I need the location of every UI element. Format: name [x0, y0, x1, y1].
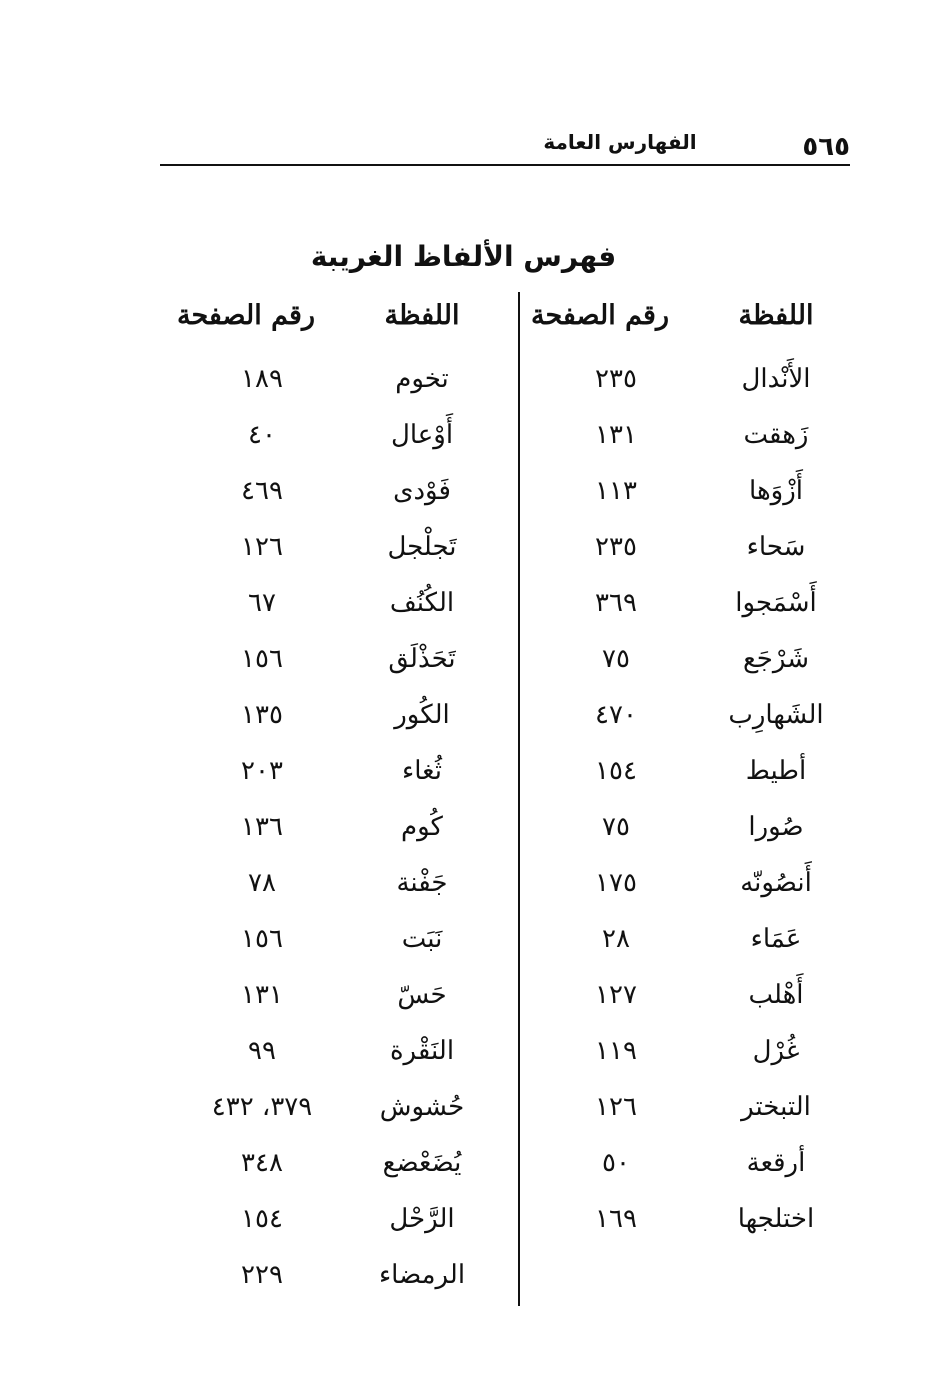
index-row	[516, 687, 876, 743]
index-page-number: ٢٣٥	[595, 364, 637, 394]
index-word: غُرْل	[752, 1036, 800, 1066]
index-word: أطيط	[745, 756, 807, 786]
index-word: النَقْرة	[389, 1036, 455, 1066]
index-row	[516, 519, 876, 575]
index-word: الكُور	[394, 700, 450, 730]
index-page-number: ٧٥	[602, 644, 630, 674]
index-page-number: ٢٠٣	[241, 756, 283, 786]
index-page-number: ١١٣	[595, 476, 637, 506]
index-page-number: ٤٦٩	[241, 476, 283, 506]
index-word: أَنصُونّه	[740, 868, 812, 898]
index-row	[516, 855, 876, 911]
index-page-number: ١٣١	[595, 420, 637, 450]
right-index-column	[516, 351, 876, 1247]
index-word: حَسّ	[397, 980, 447, 1010]
index-row	[516, 1191, 876, 1247]
index-row	[162, 351, 522, 407]
index-page-number: ٢٢٩	[241, 1260, 283, 1290]
index-row	[162, 855, 522, 911]
index-row	[162, 1135, 522, 1191]
index-word: الشَهارِب	[728, 700, 824, 730]
index-row	[516, 1023, 876, 1079]
index-page-number: ٢٣٥	[595, 532, 637, 562]
index-row	[162, 1023, 522, 1079]
index-row	[162, 1079, 522, 1135]
index-page-number: ١٨٩	[241, 364, 283, 394]
index-page-number: ١٣١	[241, 980, 283, 1010]
running-header	[160, 118, 850, 166]
index-page-number: ١٢٦	[595, 1092, 637, 1122]
right-word-header: اللفظة	[738, 300, 814, 331]
index-word: شَرْجَع	[742, 644, 810, 674]
index-page-number: ١٣٥	[241, 700, 283, 730]
index-page-number: ١٥٦	[241, 924, 283, 954]
index-row	[162, 407, 522, 463]
index-word: تَحَذْلَق	[388, 644, 456, 674]
index-page-number: ١٦٩	[595, 1204, 637, 1234]
index-word: الرمضاء	[378, 1260, 466, 1290]
left-page-header: رقم الصفحة	[176, 300, 316, 331]
index-row	[162, 575, 522, 631]
index-page-number: ١٢٦	[241, 532, 283, 562]
index-page-number: ٣٧٩، ٤٣٢	[211, 1092, 313, 1122]
index-row	[162, 743, 522, 799]
index-word: حُشوش	[379, 1092, 465, 1122]
index-page-number: ١٣٦	[241, 812, 283, 842]
index-page-number: ٥٠	[602, 1148, 630, 1178]
index-page-number: ٦٧	[248, 588, 276, 618]
index-word: يُضَعْضع	[382, 1148, 462, 1178]
index-word: كُوم	[401, 812, 443, 842]
index-word: اختلجها	[737, 1204, 815, 1234]
index-page-number: ٤٠	[248, 420, 276, 450]
index-row	[162, 687, 522, 743]
index-row	[516, 575, 876, 631]
index-row	[516, 407, 876, 463]
index-row	[516, 799, 876, 855]
index-word: أَسْمَجوا	[735, 588, 817, 618]
index-word: سَحاء	[746, 532, 806, 562]
left-word-header: اللفظة	[384, 300, 460, 331]
section-title: الفهارس العامة	[543, 130, 697, 154]
index-word: جَفْنة	[396, 868, 448, 898]
index-page-number: ١١٩	[595, 1036, 637, 1066]
index-word: أَهْلب	[748, 980, 804, 1010]
index-word: أَوْعال	[390, 420, 454, 450]
index-row	[162, 519, 522, 575]
index-row	[516, 351, 876, 407]
index-word: الكُنُف	[389, 588, 455, 618]
index-page-number: ٩٩	[248, 1036, 276, 1066]
index-row	[162, 1191, 522, 1247]
index-word: فَوْدى	[393, 476, 451, 506]
index-row	[162, 1247, 522, 1303]
index-page-number: ٧٨	[248, 868, 276, 898]
index-page-number: ٣٦٩	[595, 588, 637, 618]
index-row	[516, 911, 876, 967]
index-word: ثُغاء	[402, 756, 442, 786]
index-page-number: ٣٤٨	[241, 1148, 283, 1178]
index-word: زَهقت	[743, 420, 809, 450]
index-row	[516, 1135, 876, 1191]
index-title: فهرس الألفاظ الغريبة	[310, 240, 617, 273]
index-word: أرقعة	[746, 1148, 806, 1178]
index-word: نَبَت	[401, 924, 443, 954]
index-page-number: ١٥٤	[241, 1204, 283, 1234]
index-page-number: ١٥٦	[241, 644, 283, 674]
index-row	[516, 743, 876, 799]
index-page-number: ٤٧٠	[595, 700, 637, 730]
index-page-number: ١٥٤	[595, 756, 637, 786]
left-index-column	[162, 351, 522, 1303]
index-row	[516, 463, 876, 519]
index-word: تَجلْجل	[387, 532, 457, 562]
right-page-header: رقم الصفحة	[530, 300, 670, 331]
index-row	[516, 631, 876, 687]
index-word: عَمَاء	[750, 924, 802, 954]
index-row	[162, 799, 522, 855]
index-row	[162, 911, 522, 967]
index-row	[516, 1079, 876, 1135]
index-word: الأَنْدال	[741, 364, 811, 394]
page-number: ٥٦٥	[802, 132, 850, 162]
index-word: الرَّحْل	[389, 1204, 455, 1234]
index-row	[162, 463, 522, 519]
index-word: صُورا	[748, 812, 804, 842]
index-page-number: ٢٨	[602, 924, 630, 954]
index-page-number: ١٧٥	[595, 868, 637, 898]
index-page-number: ١٢٧	[595, 980, 637, 1010]
index-word: التبختر	[741, 1092, 811, 1122]
index-word: تخوم	[395, 364, 449, 394]
index-word: أَزْوَها	[749, 476, 803, 506]
index-row	[516, 967, 876, 1023]
index-page-number: ٧٥	[602, 812, 630, 842]
index-row	[162, 631, 522, 687]
index-row	[162, 967, 522, 1023]
